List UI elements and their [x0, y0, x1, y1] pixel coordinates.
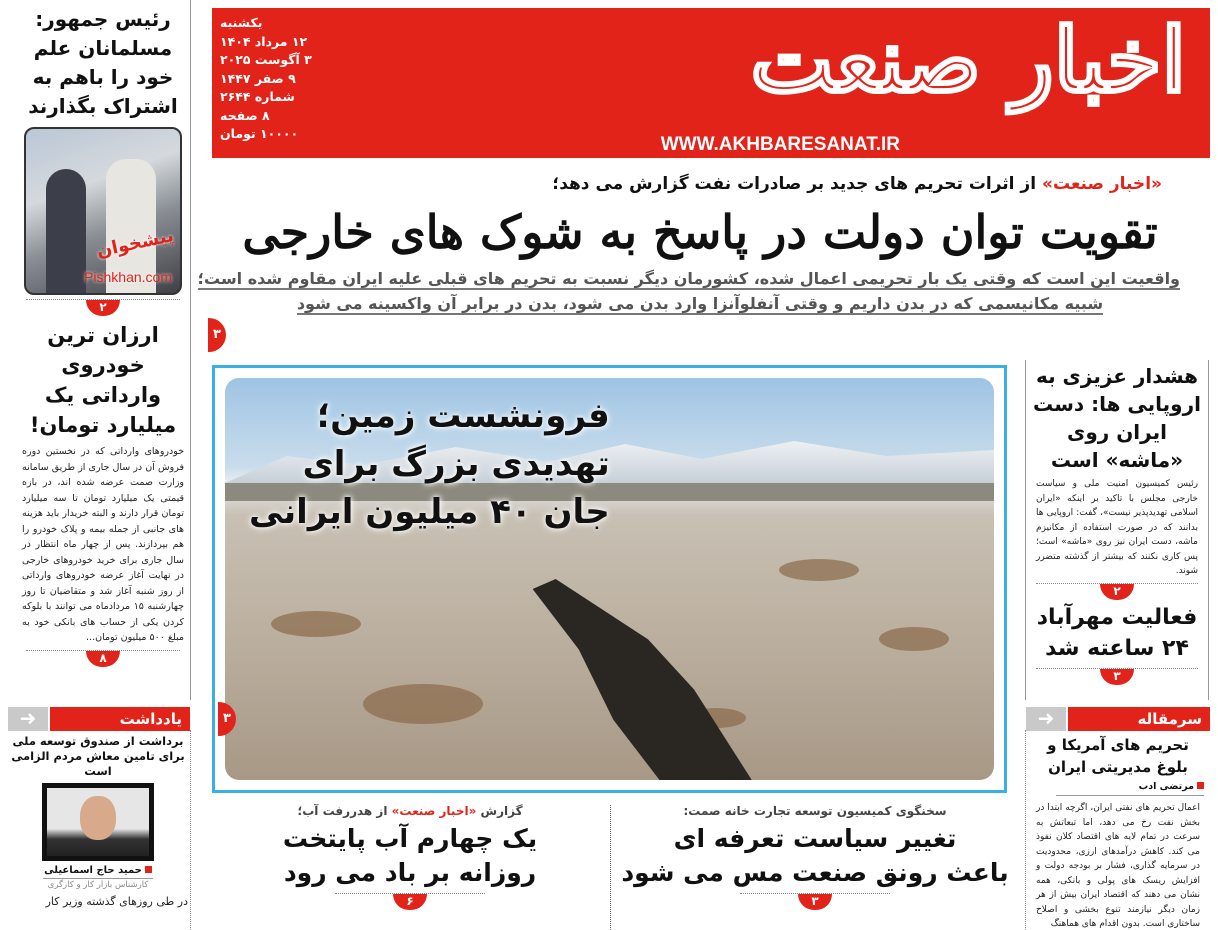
- editorial-title[interactable]: تحریم های آمریکا و بلوغ مدیریتی ایران: [1047, 736, 1189, 776]
- page-badge: ۳: [798, 894, 832, 910]
- photo-headline[interactable]: [249, 392, 610, 536]
- watermark-url: Pishkhan.com: [84, 269, 172, 285]
- photo-page-badge: ۳: [218, 702, 236, 736]
- water-story: [220, 802, 600, 930]
- editorial-author: [1032, 780, 1204, 794]
- editorial-body: اعمال تحریم های نفتی ایران، اگرچه ابتدا در بخش نفت رخ می دهد، اما تبعاتش به سرعت در تمام لایه های اقتصاد کلان نفوذ می کند. کاهش درآمدهای ارزی، محدودیت در سرمایه گذاری، فشار بر بودجه دولت و افزایش ریسک های پولی و بانکی، همه نشان می دهند که اقتصاد ایران بیش از هر زمان دیگر نیازمند تنوع بخشی و اصلاح ساختاری است. بدون اقدام های هماهنگ: [1036, 803, 1200, 929]
- website-url[interactable]: WWW.AKHBARESANAT.IR: [660, 134, 900, 155]
- author-name: [44, 864, 152, 877]
- note-column: [8, 734, 188, 930]
- author-photo-frame: [42, 783, 154, 861]
- headline-line: تغییر سیاست تعرفه ای: [673, 824, 957, 853]
- water-headline[interactable]: [220, 822, 600, 890]
- watermark-logo: پیشخوان: [94, 225, 176, 262]
- kicker-text: از هدررفت آب؛: [297, 804, 392, 818]
- photo-headline-line: جان ۴۰ میلیون ایرانی: [249, 492, 610, 532]
- page-badge: ۶: [393, 894, 427, 910]
- page-count: ۸ صفحه: [220, 107, 270, 123]
- lead-page-badge: ۳: [208, 318, 226, 352]
- issue-number: شماره ۲۶۴۴: [220, 89, 295, 104]
- date-gregorian: ۳ آگوست ۲۰۲۵: [220, 52, 312, 67]
- arrow-icon: ➜: [1026, 707, 1066, 731]
- note-section-label: یادداشت: [50, 707, 190, 731]
- car-body: خودروهای وارداتی که در نخستین دوره فروش آن در سال جاری از طریق سامانه وزارت صمت عرضه شده اند، در بازه قیمتی یک میلیارد تومان تا سه میلیارد تومان قرار دارند و البته خریدار باید هزینه های جانبی از جمله بیمه و پلاک خودرو را هم بپردازند. پس از چهار ماه انتظار در سال جاری برای خرید خودروهای خارجی در نهایت آغاز عرضه خودروهای وارداتی از روز شنبه آغاز شد و متقاضیان تا روز چهارشنبه ۱۵ مردادماه می توانند با بلوکه کردن یکی از حساب های بانکی خود به مبلغ ۵۰۰ میلیون تومان...: [22, 446, 184, 643]
- column-divider: [610, 805, 611, 930]
- square-icon: [1197, 782, 1204, 789]
- editorial-section-label: سرمقاله: [1068, 707, 1210, 731]
- column-divider: [190, 730, 191, 930]
- president-photo: [24, 127, 182, 295]
- day: یکشنبه: [220, 15, 263, 30]
- ground-crack: [533, 579, 764, 780]
- column-divider: [1025, 730, 1026, 930]
- page-badge: ۲: [1100, 584, 1134, 600]
- note-title[interactable]: برداشت از صندوق توسعه ملی برای تامین معاش مردم الزامی است: [11, 734, 185, 778]
- kicker-source: «اخبار صنعت»: [1041, 174, 1162, 194]
- lead-subhead: [197, 266, 1180, 316]
- airport-headline[interactable]: فعالیت مهرآباد ۲۴ ساعته شد: [1036, 604, 1198, 661]
- president-headline[interactable]: رئیس جمهور: مسلمانان علم خود را باهم به اشتراک بگذارند: [28, 7, 178, 118]
- divider: [1056, 795, 1204, 796]
- kicker-source: «اخبار صنعت»: [391, 804, 477, 818]
- headline-line: روزانه بر باد می رود: [283, 858, 537, 887]
- newspaper-logo: اخبار صنعت: [750, 8, 1186, 112]
- tariff-headline[interactable]: [620, 822, 1010, 890]
- subhead-line-1: واقعیت این است که وقتی یک بار تحریمی اعمال شده، کشورمان دیگر نسبت به تحریم های قبلی علیه ایران مقاوم شده است؛: [197, 269, 1180, 288]
- shrub: [879, 627, 949, 651]
- page-badge: ۸: [86, 651, 120, 667]
- lead-story: [197, 172, 1180, 316]
- car-headline[interactable]: ارزان ترین خودروی وارداتی یک میلیارد تومان!: [29, 323, 177, 437]
- masthead: [212, 8, 1210, 158]
- author-name-text: حمید حاج اسماعیلی: [44, 865, 142, 876]
- square-icon: [145, 866, 152, 873]
- column-divider: [190, 0, 191, 700]
- subhead-line-2: شبیه مکانیسمی که در بدن داریم و وقتی آنفلوآنزا وارد بدن می شود، بدن در برابر آن واکسینه می شود: [296, 294, 1104, 313]
- date-hijri: ۹ صفر ۱۴۴۷: [220, 70, 296, 86]
- issue-info: [220, 14, 312, 144]
- page-badge: ۲: [86, 300, 120, 316]
- page-badge: ۳: [1100, 669, 1134, 685]
- headline-line: باعث رونق صنعت مس می شود: [621, 858, 1009, 887]
- right-column: [1030, 362, 1204, 700]
- headline-line: یک چهارم آب پایتخت: [282, 824, 538, 853]
- warning-headline[interactable]: هشدار عزیزی به اروپایی ها: دست ایران روی «ماشه» است: [1033, 364, 1201, 472]
- person: [46, 169, 86, 295]
- price: ۱۰۰۰۰ تومان: [220, 126, 299, 141]
- column-divider: [1208, 360, 1209, 700]
- face: [80, 796, 116, 840]
- arrow-icon: ➜: [8, 707, 48, 731]
- shrub: [779, 559, 859, 581]
- kicker-text: گزارش: [476, 804, 523, 818]
- warning-body: رئیس کمیسیون امنیت ملی و سیاست خارجی مجلس با تاکید بر اینکه «ایران اسلامی تهدیدپذیر نیست»، گفت: اروپایی ها بدانند که در صورت استفاده از مکانیزم ماشه، دست ایران نیز روی «ماشه» است؛ پس کاری نکنند که بیشتر از گذشته متضرر شوند.: [1036, 479, 1198, 576]
- shrub: [271, 611, 361, 637]
- photo-headline-line: فرونشست زمین؛: [316, 396, 610, 436]
- column-divider: [1025, 360, 1026, 700]
- tariff-story: [620, 802, 1010, 930]
- editorial-column: [1032, 734, 1204, 930]
- photo-headline-line: تهدیدی بزرگ برای: [302, 444, 610, 484]
- kicker-text: از اثرات تحریم های جدید بر صادرات نفت گزارش می دهد؛: [552, 174, 1042, 194]
- water-kicker: [220, 802, 600, 820]
- main-photo-frame[interactable]: [212, 365, 1007, 793]
- tariff-kicker: سخنگوی کمیسیون توسعه تجارت خانه صمت:: [683, 804, 947, 818]
- date-persian: ۱۲ مرداد ۱۴۰۴: [220, 33, 308, 49]
- lead-kicker: [220, 172, 1180, 196]
- author-photo: [47, 788, 149, 856]
- author-role: کارشناس بازار کار و کارگری: [47, 880, 149, 890]
- shrub: [363, 684, 483, 724]
- left-column: [20, 5, 186, 700]
- land-subsidence-photo: [225, 378, 994, 780]
- editorial-author-text: مرتضی ادب: [1138, 781, 1194, 792]
- lead-headline[interactable]: تقویت توان دولت در پاسخ به شوک های خارجی: [242, 205, 1158, 259]
- note-body: در طی روزهای گذشته وزیر کار: [45, 895, 188, 908]
